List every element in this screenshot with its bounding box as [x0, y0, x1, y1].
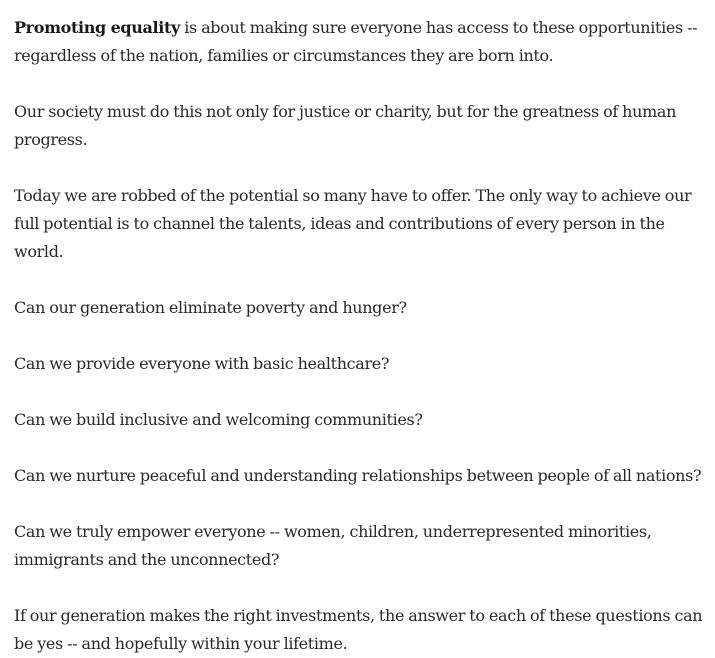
intro-paragraph: [14, 14, 706, 70]
question-empower: Can we truly empower everyone -- women, children, underrepresented minorities, immigrants and the unconnected?: [14, 522, 652, 569]
paragraph-conclusion: If our generation makes the right investments, the answer to each of these questions can be yes -- and hopefully within your lifetime.: [14, 606, 703, 653]
question-healthcare: Can we provide everyone with basic healthcare?: [14, 354, 390, 373]
question-relationships: Can we nurture peaceful and understanding relationships between people of all nations?: [14, 466, 702, 485]
intro-bold-phrase: Promoting equality: [14, 18, 181, 37]
question-poverty: Can our generation eliminate poverty and hunger?: [14, 298, 407, 317]
question-communities: Can we build inclusive and welcoming communities?: [14, 410, 423, 429]
paragraph-justice: Our society must do this not only for justice or charity, but for the greatness of human progress.: [14, 102, 677, 149]
intro-text: is about making sure everyone has access to these opportunities -- regardless of the nation, families or circumstances they are born into.: [14, 18, 698, 65]
paragraph-potential: Today we are robbed of the potential so many have to offer. The only way to achieve our full potential is to channel the talents, ideas and contributions of every person in the world.: [14, 186, 692, 261]
